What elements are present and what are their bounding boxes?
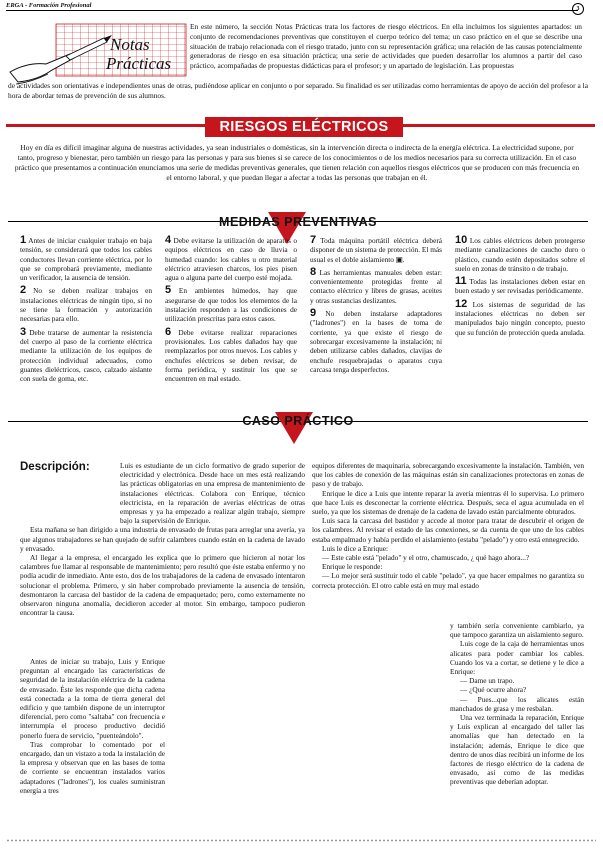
caso-paragraph: equipos diferentes de maquinaria, sobrecargando excesivamente la instalación. También, ven que los cables de conexión de las máquinas están sin canalizaciones protectoras en zonas de paso y de trabajo. [312,461,584,489]
caso-paragraph: — Lo mejor será sustituir todo el cable "pelado", ya que hacer empalmes no garantiza su correcta protección. El otro cable está en muy mal estado [312,571,584,590]
caso-paragraph: Al llegar a la empresa, el encargado les explica que lo primero que hicieron al notar los calambres fue llamar al responsable de mantenimiento; pero resultó que éste estaba enfermo y no podía acudir de inmediato. Ante esto, dos de los trabajadores de la cadena de envasado intentaron solucionar el problema. Primero, y sin haber comprobado previamente la ausencia de tensión, desmontaron la carcasa del bastidor de la cadena de empaquetado; pero, como externamente no observaron ninguna anomalía, decidieron acceder al motor. Sin embargo, tampoco pudieron encontrar la causa. [20,553,305,618]
caso-paragraph: Enrique le dice a Luis que intente reparar la avería mientras él lo supervisa. Lo primero que hace Luis es desconectar la corriente eléctrica. Después, seca el agua acumulada en el suelo, ya que los sistemas de drenaje de la cadena de lavado están parcialmente obturados. [312,488,584,517]
footer-dotted-rule [6,839,596,842]
caso-paragraph: — Dame un trapo. [460,676,515,686]
caso-paragraph: Antes de iniciar su trabajo, Luis y Enrique preguntan al encargado las características de seguridad de la instalación eléctrica de la cadena de envasado. Éste les responde que dicha cadena está conectada a la toma de tierra general del edificio y que también dispone de un interruptor diferencial, pero como "saltaba" con frecuencia e interrumpía el proceso productivo decidió ponerlo fuera de servicio, "puenteándolo". [20,657,165,740]
caso-paragraph: y también sería conveniente cambiarlo, ya que tampoco garantiza un aislamiento seguro. [450,621,584,640]
medidas-col-2 [165,236,297,387]
medida-item: 4 Debe evitarse la utilización de aparatos o equipos eléctricos en caso de lluvia o humedad cuando: los cables u otro material eléctrico atraviesen charcos, los pies pisen agua o alguna parte del cuerpo esté mojada. [165,234,297,283]
caso-heading: CASO PRÁCTICO [242,414,354,428]
medidas-heading: MEDIDAS PREVENTIVAS [219,215,377,229]
title-bar-left [6,124,205,127]
caso-paragraph: Tras comprobar lo comentado por el encargado, dan un vistazo a toda la instalación de la empresa y observan que en las bases de toma de corriente se encuentran instalados varios adaptadores ("ladrones"), los cuales suministran energía a tres [20,739,165,795]
medida-item: 11 Todas las instalaciones deben estar en buen estado y ser revisadas periódicamente. [455,275,585,296]
page-number: 3 [572,3,584,15]
medidas-col-4 [455,236,585,341]
descripcion-label: Descripción: [20,461,90,473]
caso-paragraph: Esta mañana se han dirigido a una industria de envasado de frutas para arreglar una avería, ya que algunos trabajadores se han quejado de sufrir calambres cuando están en la cadena de lavado y envasado. [20,525,305,553]
caso-paragraph: Luis saca la carcasa del bastidor y accede al motor para tratar de descubrir el origen de los calambres. Al revisar el estado de las conexiones, se da cuenta de que uno de los cables estaba empalmado y había perdido el aislamiento (estaba "pelado") y otro está ennegrecido. [312,516,584,544]
medida-item: 6 Debe evitarse realizar reparaciones provisionales. Los cables dañados hay que reemplazarlos por otros nuevos. Los cables y enchufes eléctricos se deben revisar, de forma periódica, y sustituir los que se encuentren en mal estado. [165,325,297,384]
medida-item: 10 Los cables eléctricos deben protegerse mediante canalizaciones de caucho duro o plástico, cuando estén depositados sobre el suelo en zonas de tránsito o de trabajo. [455,234,585,273]
medidas-heading-wrap [203,213,393,231]
header-rule [6,10,578,11]
caso-paragraph: — Pues...que los alicates están manchados de grasa y me resbalan. [450,694,584,713]
caso-paragraph: Enrique le responde: [322,562,383,572]
caso-heading-wrap [223,412,373,430]
caso-col-2 [312,461,584,590]
medida-item: 9 No deben instalarse adaptadores ("ladrones") en la bases de toma de corriente, ya que existe el riesgo de sobrecargar excesivamente la instalación; ni deben utilizarse cables dañados, clavijas de enchufe resquebrajadas o aparatos cuya carcasa tenga desperfectos. [310,307,442,374]
caso-paragraph: Luis le dice a Enrique: [322,543,389,553]
caso-paragraph: Luis coge de la caja de herramientas unos alicates para poder cambiar los cables. Cuando los va a cortar, se detiene y le dice a Enrique: [450,639,584,677]
logo-line1: Notas [110,35,150,54]
medidas-col-1 [20,236,152,387]
medida-item: 3 Debe tratarse de aumentar la resistencia del cuerpo al paso de la corriente eléctrica mediante la utilización de los equipos de protección individual adecuados, como guantes dieléctricos, casco, calzado aislante con suela de goma, etc. [20,325,152,384]
medida-item: 7 Toda máquina portátil eléctrica deberá disponer de un sistema de protección. El más usual es el doble aislamiento ▣. [310,234,442,264]
medida-item: 5 En ambientes húmedos, hay que asegurarse de que todos los elementos de la instalación responden a las condiciones de utilización prescritas para estos casos. [165,284,298,324]
medidas-col-3 [310,236,442,378]
running-header: ERGA - Formación Profesional [6,2,92,9]
page-title: RIESGOS ELÉCTRICOS [205,117,403,137]
caso-paragraph: — Este cable está "pelado" y el otro, chamuscado, ¿ qué hago ahora...? [322,553,530,563]
logo-line2: Prácticas [106,54,172,73]
caso-col-1 [20,461,305,617]
intro-paragraph: En este número, la sección Notas Prácticas trata los factores de riesgo eléctricos. En ella incluimos los siguientes apartados: un conjunto de recomendaciones preventivas que constituyen el cuerpo teórico del tema; un caso práctico en el que se describe una situación de trabajo relacionada con el riesgo tratado, junto con su representación gráfica; una relación de las causas potencialmente generadoras de riesgo en esa situación práctica; una serie de actividades que pueden desarrollar los alumnos a partir del caso práctico, acompañadas de propuestas didácticas para el profesor; y un apartado de legislación. Las propuestas [190,22,582,71]
medida-item: 12 Los sistemas de seguridad de las instalaciones eléctricas no deben ser manipulados bajo ningún concepto, puesto que su función de protección queda anulada. [455,297,585,337]
lead-paragraph: Hoy en día es difícil imaginar alguna de nuestras actividades, ya sean industriales o domésticas, sin la intervención directa o indirecta de la energía eléctrica. La electricidad supone, por tanto, progreso y bienestar, pero también un riesgo para las personas y para sus bienes si se carece de los conocimientos o de los medios necesarios para su correcta utilización. En el caso práctico que presentamos a continuación enunciamos una serie de medidas preventivas generales, que tienen relación con aquellos riesgos eléctricos que se producen con más frecuencia en el entorno laboral, y que puedan llegar a afectar a todas las personas que trabajan en él. [14,143,580,182]
intro-paragraph-continued: de actividades son orientativas e independientes unas de otras, pudiéndose aplicar en conjunto o por separado. Su finalidad es ser utilizadas como herramientas de apoyo de acción del profesor a la hora de abordar temas de prevención de sus alumnos. [8,81,588,100]
medida-item: 8 Las herramientas manuales deben estar: convenientemente protegidas frente al contacto eléctrico y libres de grasas, aceites y otras sustancias deslizantes. [310,265,442,305]
caso-paragraph: Una vez terminada la reparación, Enrique y Luis explican al encargado del taller las anomalías que han detectado en la instalación; además, Enrique le dice que dentro de unos días recibirá un informe de los factores de riesgo eléctrico de la cadena de envasado, así como de las medidas preventivas que deberían adoptar. [450,713,584,787]
caso-paragraph: Luis es estudiante de un ciclo formativo de grado superior de electricidad y electrónica. Desde hace un mes está realizando las prácticas obligatorias en una empresa de mantenimiento de instalaciones eléctricas. Colabora con Enrique, técnico electricista, en la reparación de averías eléctricas de otras empresas y ya ha empezado a realizar algún trabajo, siempre bajo la supervisión de Enrique. [120,461,305,526]
title-bar-right [403,124,595,127]
caso-paragraph: — ¿Qué ocurre ahora? [460,685,527,695]
medida-item: 2 No se deben realizar trabajos en instalaciones eléctricas de ningún tipo, si no se tiene la formación y autorización necesarias para ello. [20,284,152,324]
medida-item: 1 Antes de iniciar cualquier trabajo en baja tensión, se considerará que todos los cables conductores llevan corriente eléctrica, por lo que se comprobará previamente, mediante un verificador, la ausencia de tensión. [20,234,152,283]
caso-col-3 [450,621,584,787]
caso-col-1b [20,657,165,795]
